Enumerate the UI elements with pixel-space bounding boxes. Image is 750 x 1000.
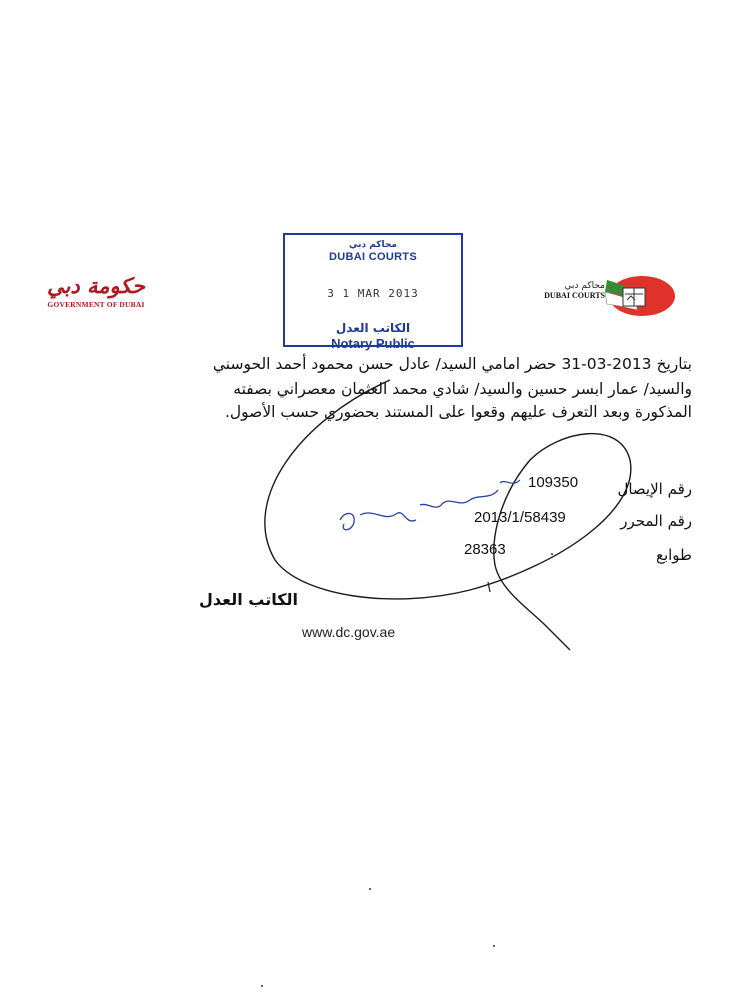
stray-mark (369, 888, 371, 890)
stamp-arabic-title: الكاتب العدل (335, 321, 411, 335)
website-url: www.dc.gov.ae (302, 624, 396, 640)
body-line-2: والسيد/ عمار ابسر حسين والسيد/ شادي محمد العثمان معصراني بصفته (233, 380, 692, 398)
body-line-1: بتاريخ 2013-03-31 حضر امامي السيد/ عادل حسن محمود أحمد الحوسني (212, 355, 692, 373)
registry-number-label: رقم المحرر (620, 512, 692, 530)
gov-logo-english: GOVERNMENT OF DUBAI (47, 300, 145, 309)
stamps-label: طوابع (655, 546, 692, 564)
stamps-value: 28363 (464, 541, 506, 558)
stray-mark (261, 985, 263, 987)
gov-logo-arabic: حكومة دبي (47, 273, 145, 298)
stray-mark (551, 553, 553, 555)
stamp-english-header: DUBAI COURTS (329, 251, 417, 263)
stamp-english-title: Notary Public (331, 336, 415, 351)
courts-logo-english: DUBAI COURTS (544, 291, 605, 300)
stamp-date: 3 1 MAR 2013 (327, 287, 419, 300)
notary-signature-label: الكاتب العدل (199, 590, 298, 609)
stray-mark (493, 945, 495, 947)
body-line-3: المذكورة وبعد التعرف عليهم وقعوا على المستند بحضوري حسب الأصول. (224, 403, 692, 421)
receipt-number-value: 109350 (528, 474, 579, 491)
stamp-arabic-header: محاكم دبي (349, 240, 397, 250)
registry-number-value: 2013/1/58439 (474, 509, 566, 526)
receipt-number-label: رقم الإيصال (617, 480, 692, 498)
courts-logo-arabic: محاكم دبي (564, 281, 605, 291)
